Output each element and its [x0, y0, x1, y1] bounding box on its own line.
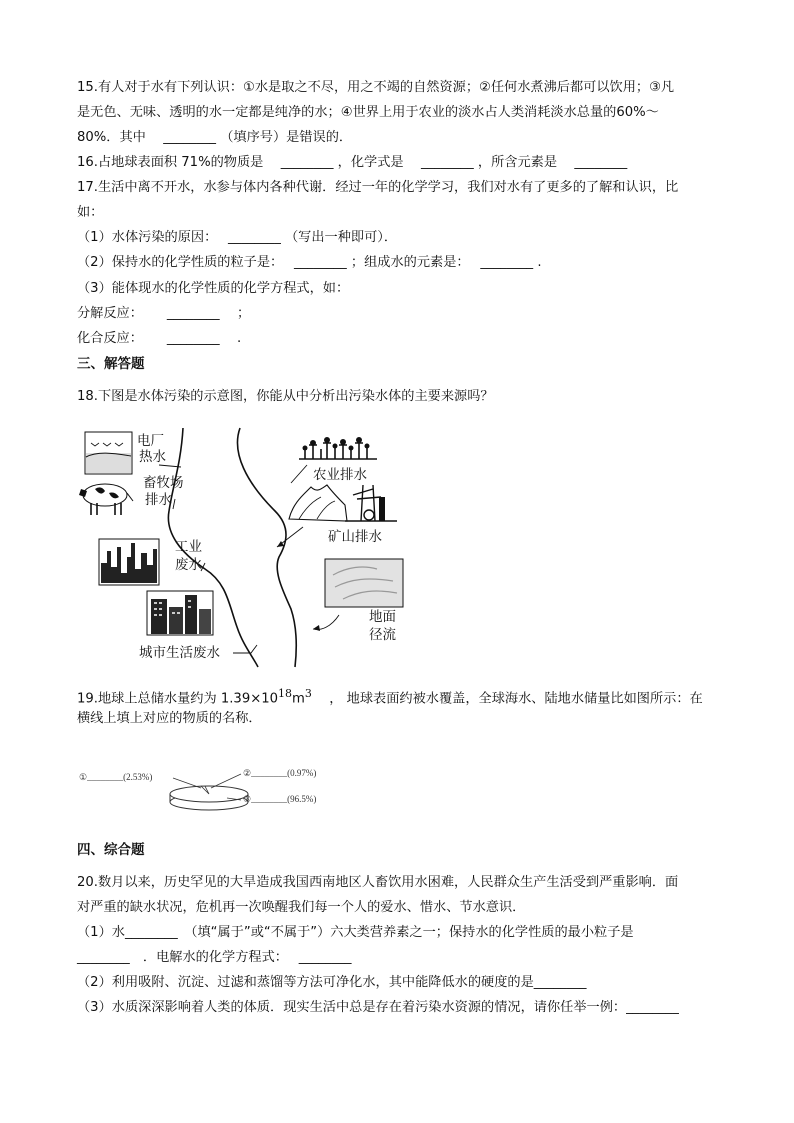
q19-text-c: ， 地球表面约被水覆盖，全球海水、陆地水储量比如图所示：在 [311, 691, 703, 707]
q19-unit: m [292, 691, 305, 707]
water-storage-pie-figure [77, 764, 357, 824]
label-agri: 农业排水 [313, 467, 367, 483]
label-livestock-2: 排水 [145, 492, 172, 508]
q17-item-4: 分解反应： ________ ； [77, 306, 251, 321]
pie-disk [170, 786, 248, 810]
pie-label-1: ①________(2.53%) [79, 772, 153, 782]
water-pollution-figure [77, 423, 422, 668]
q17-item-1: （1）水体污染的原因： ________ （写出一种即可）． [77, 230, 398, 245]
city-buildings-icon [147, 591, 213, 635]
label-industry-1: 工业 [175, 539, 202, 555]
q19-exp-2: 3 [304, 687, 312, 700]
factory-icon [99, 539, 159, 585]
q17-item-5: 化合反应： ________ . [77, 331, 242, 346]
pie-label-3: ③________(96.5%) [243, 794, 317, 804]
label-runoff-1: 地面 [369, 609, 396, 625]
label-power-1: 电厂 [137, 433, 164, 449]
q19-text-a: 19.地球上总储水量约为 1.39×10 [77, 691, 279, 707]
q15-line-1: 15.有人对于水有下列认识：①水是取之不尽，用之不竭的自然资源；②任何水煮沸后都可以饮用；③凡 [77, 80, 675, 95]
q18-line-1: 18.下图是水体污染的示意图，你能从中分析出污染水体的主要来源吗？ [77, 389, 494, 404]
q19-exp-1: 18 [278, 687, 293, 700]
crops-icon [299, 437, 377, 459]
label-mine: 矿山排水 [328, 529, 382, 545]
pie-label-2: ②________(0.97%) [243, 768, 317, 778]
q20-item-1b: ________ ．电解水的化学方程式： ________ [77, 950, 352, 965]
mine-icon [289, 485, 397, 521]
q17-line-1: 17.生活中离不开水，水参与体内各种代谢．经过一年的化学学习，我们对水有了更多的了解和认识，比 [77, 180, 679, 195]
label-runoff-2: 径流 [369, 627, 396, 643]
q20-item-2: （2）利用吸附、沉淀、过滤和蒸馏等方法可净化水，其中能降低水的硬度的是________ [77, 975, 587, 990]
power-plant-icon [85, 432, 132, 474]
label-industry-2: 废水 [175, 557, 202, 573]
q20-line-1: 20.数月以来，历史罕见的大旱造成我国西南地区人畜饮用水困难，人民群众生产生活受到严重影响．面 [77, 875, 679, 890]
q19-line-2: 横线上填上对应的物质的名称． [77, 711, 262, 726]
label-power-2: 热水 [139, 449, 166, 465]
q19-line-1 [77, 684, 703, 709]
q20-item-1a: （1）水________ （填“属于”或“不属于”）六大类营养素之一；保持水的化学性质的最小粒子是 [77, 925, 634, 940]
ground-runoff-icon [325, 559, 403, 607]
label-livestock-1: 畜牧场 [143, 475, 184, 491]
q20-line-2: 对严重的缺水状况，危机再一次唤醒我们每一个人的爱水、惜水、节水意识． [77, 900, 526, 915]
section-3-title: 三、解答题 [77, 356, 145, 372]
label-city: 城市生活废水 [139, 645, 220, 661]
q17-item-3: （3）能体现水的化学性质的化学方程式，如： [77, 281, 350, 296]
section-4-title: 四、综合题 [77, 842, 145, 858]
cow-icon [79, 484, 133, 515]
q17-line-2: 如： [77, 205, 104, 220]
q16-line-1: 16.占地球表面积 71%的物质是 ________ ，化学式是 ________ ，所含元素是 ________ [77, 155, 628, 170]
q20-item-3: （3）水质深深影响着人类的体质．现实生活中总是存在着污染水资源的情况，请你任举一例：________ [77, 1000, 679, 1015]
q15-line-2: 是无色、无味、透明的水一定都是纯净的水；④世界上用于农业的淡水占人类消耗淡水总量的60%～ [77, 105, 659, 120]
q15-line-3: 80%．其中 ________ （填序号）是错误的． [77, 130, 353, 145]
q17-item-2: （2）保持水的化学性质的粒子是： ________ ；组成水的元素是： ________ . [77, 255, 542, 270]
